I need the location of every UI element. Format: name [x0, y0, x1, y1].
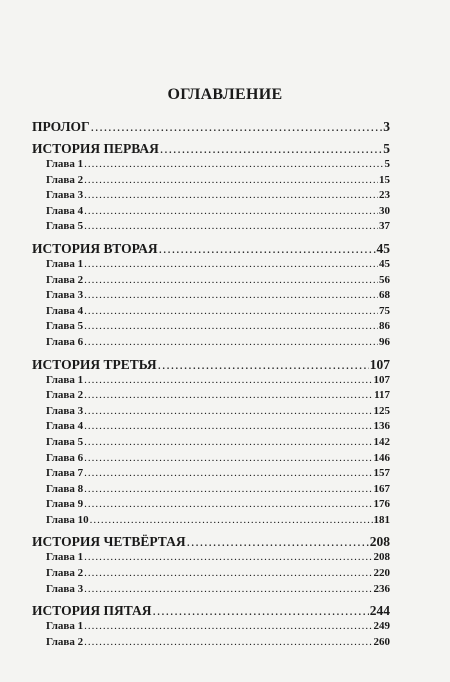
- toc-entry-label: Глава 3: [46, 582, 84, 595]
- toc-entry-part: [32, 356, 390, 373]
- toc-entry-part: [32, 602, 390, 619]
- toc-entry-label: Глава 9: [46, 498, 84, 511]
- toc-entry-page: 37: [379, 220, 390, 233]
- dot-leader: [84, 388, 373, 404]
- toc-entry-chapter: [32, 319, 390, 335]
- dot-leader: [84, 497, 372, 513]
- toc-entry-page: 167: [373, 482, 390, 495]
- dot-leader: [84, 482, 372, 498]
- toc-entry-page: 30: [379, 204, 390, 217]
- toc-entry-chapter: [32, 582, 390, 598]
- toc-entry-page: 220: [373, 567, 390, 580]
- toc-entry-page: 244: [369, 603, 390, 619]
- toc-entry-page: 75: [379, 304, 390, 317]
- toc-entry-label: Глава 2: [46, 567, 84, 580]
- toc-entry-label: Глава 1: [46, 373, 84, 386]
- dot-leader: [160, 140, 382, 157]
- toc-entry-label: ПРОЛОГ: [32, 119, 90, 134]
- toc-entry-label: Глава 10: [46, 513, 89, 526]
- dot-leader: [84, 466, 372, 482]
- dot-leader: [84, 257, 378, 273]
- toc-entry-page: 45: [376, 240, 390, 256]
- toc-entry-chapter: [32, 466, 390, 482]
- toc-entry-chapter: [32, 635, 390, 651]
- toc-entry-page: 15: [379, 173, 390, 186]
- toc-entry-page: 136: [373, 420, 390, 433]
- toc-entry-label: ИСТОРИЯ ТРЕТЬЯ: [32, 356, 157, 372]
- dot-leader: [84, 204, 378, 220]
- toc-entry-chapter: [32, 482, 390, 498]
- dot-leader: [91, 118, 383, 135]
- toc-entry-page: 176: [373, 498, 390, 511]
- toc-entry-page: 56: [379, 273, 390, 286]
- toc-entry-label: Глава 2: [46, 273, 84, 286]
- dot-leader: [84, 319, 378, 335]
- toc-entry-page: 107: [373, 373, 390, 386]
- toc-entry-page: 68: [379, 289, 390, 302]
- toc-entry-label: Глава 6: [46, 335, 84, 348]
- toc-entry-label: ИСТОРИЯ ВТОРАЯ: [32, 240, 158, 256]
- toc-entry-chapter: [32, 388, 390, 404]
- toc-entry-page: 157: [373, 467, 390, 480]
- toc-entry-label: Глава 5: [46, 435, 84, 448]
- toc-entry-page: 45: [379, 257, 390, 270]
- toc-entry-label: Глава 7: [46, 467, 84, 480]
- toc-entry-label: Глава 2: [46, 173, 84, 186]
- toc-entry-label: Глава 1: [46, 551, 84, 564]
- toc-entry-label: Глава 8: [46, 482, 84, 495]
- toc-entry-label: Глава 6: [46, 451, 84, 464]
- toc-entry-chapter: [32, 435, 390, 451]
- toc-entry-page: 125: [373, 404, 390, 417]
- toc-entry-page: 260: [373, 635, 390, 648]
- toc-entry-label: Глава 1: [46, 257, 84, 270]
- dot-leader: [84, 157, 383, 173]
- dot-leader: [84, 582, 372, 598]
- dot-leader: [84, 435, 372, 451]
- toc-entry-chapter: [32, 550, 390, 566]
- toc-entry-part: [32, 140, 390, 157]
- toc-entry-chapter: [32, 404, 390, 420]
- dot-leader: [84, 550, 372, 566]
- toc-entry-label: Глава 4: [46, 304, 84, 317]
- toc-entry-chapter: [32, 219, 390, 235]
- toc-entry-label: Глава 5: [46, 320, 84, 333]
- toc-entry-page: 117: [374, 389, 390, 402]
- toc-entry-label: Глава 3: [46, 189, 84, 202]
- dot-leader: [84, 188, 378, 204]
- toc-entry-page: 5: [384, 158, 390, 170]
- dot-leader: [84, 373, 372, 389]
- toc-entry-label: Глава 3: [46, 289, 84, 302]
- toc-title: ОГЛАВЛЕНИЕ: [167, 86, 283, 103]
- toc-entry-label: Глава 1: [46, 620, 84, 633]
- toc-entry-chapter: [32, 173, 390, 189]
- toc-entry-chapter: [32, 157, 390, 173]
- toc-entry-chapter: [32, 373, 390, 389]
- toc-entry-chapter: [32, 497, 390, 513]
- toc-entry-chapter: [32, 419, 390, 435]
- toc-entry-chapter: [32, 619, 390, 635]
- dot-leader: [159, 240, 376, 257]
- toc-entry-page: 208: [373, 551, 390, 564]
- toc-entry-part: [32, 240, 390, 257]
- toc-entry-chapter: [32, 451, 390, 467]
- toc-entry-page: 3: [383, 119, 390, 134]
- toc-entry-page: 96: [379, 335, 390, 348]
- toc-entry-page: 23: [379, 189, 390, 202]
- dot-leader: [153, 602, 369, 619]
- toc-entry-label: ИСТОРИЯ ПЯТАЯ: [32, 603, 152, 619]
- toc-entry-label: ИСТОРИЯ ПЕРВАЯ: [32, 141, 159, 156]
- toc-entry-chapter: [32, 566, 390, 582]
- dot-leader: [84, 335, 378, 351]
- toc-entry-label: Глава 4: [46, 204, 84, 217]
- dot-leader: [84, 173, 378, 189]
- toc-entry-chapter: [32, 288, 390, 304]
- toc-entry-page: 142: [373, 435, 390, 448]
- toc-entry-chapter: [32, 188, 390, 204]
- dot-leader: [90, 513, 373, 529]
- toc-entry-label: Глава 2: [46, 389, 84, 402]
- toc-entry-page: 146: [373, 451, 390, 464]
- dot-leader: [84, 619, 372, 635]
- dot-leader: [84, 451, 372, 467]
- toc-entry-chapter: [32, 513, 390, 529]
- toc-entry-page: 5: [383, 141, 390, 156]
- toc-entry-chapter: [32, 257, 390, 273]
- dot-leader: [84, 304, 378, 320]
- toc-entry-chapter: [32, 273, 390, 289]
- toc-entry-page: 86: [379, 320, 390, 333]
- toc-entry-page: 249: [373, 620, 390, 633]
- toc-entry-label: Глава 2: [46, 635, 84, 648]
- dot-leader: [84, 219, 378, 235]
- toc-entry-chapter: [32, 304, 390, 320]
- dot-leader: [84, 288, 378, 304]
- toc-entry-label: ИСТОРИЯ ЧЕТВЁРТАЯ: [32, 534, 186, 550]
- dot-leader: [187, 533, 369, 550]
- dot-leader: [84, 404, 372, 420]
- dot-leader: [84, 419, 372, 435]
- dot-leader: [84, 566, 372, 582]
- dot-leader: [158, 356, 369, 373]
- toc-entry-page: 208: [369, 534, 390, 550]
- toc-entry-chapter: [32, 204, 390, 220]
- toc-entry-chapter: [32, 335, 390, 351]
- dot-leader: [84, 635, 372, 651]
- toc-entry-prologue: [32, 118, 390, 135]
- toc-entry-label: Глава 1: [46, 158, 84, 170]
- toc-entry-label: Глава 3: [46, 404, 84, 417]
- toc-entry-label: Глава 4: [46, 420, 84, 433]
- toc-entry-page: 107: [369, 356, 390, 372]
- table-of-contents: [32, 118, 390, 650]
- toc-entry-page: 181: [373, 513, 390, 526]
- toc-entry-label: Глава 5: [46, 220, 84, 233]
- toc-entry-page: 236: [373, 582, 390, 595]
- toc-entry-part: [32, 533, 390, 550]
- dot-leader: [84, 273, 378, 289]
